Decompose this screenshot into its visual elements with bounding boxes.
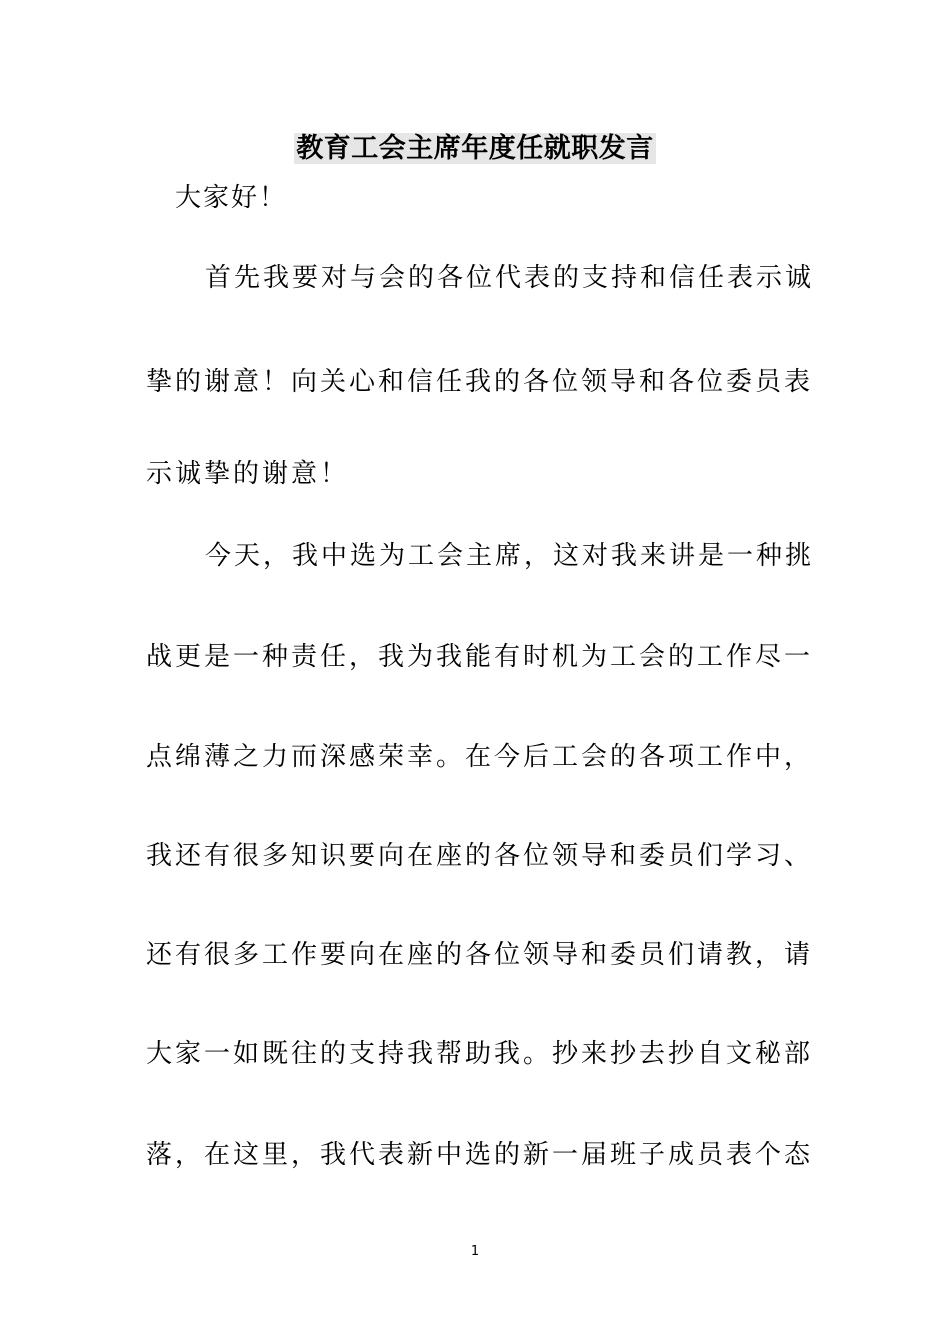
paragraph-line: 今天，我中选为工会主席，这对我来讲是一种挑 bbox=[205, 541, 815, 571]
paragraph-line: 战更是一种责任，我为我能有时机为工会的工作尽一 bbox=[146, 642, 814, 672]
document-title bbox=[0, 131, 950, 167]
greeting-line: 大家好！ bbox=[175, 183, 288, 213]
paragraph-line: 落，在这里，我代表新中选的新一届班子成员表个态 bbox=[146, 1140, 814, 1170]
paragraph-line: 挚的谢意！向关心和信任我的各位领导和各位委员表 bbox=[146, 367, 814, 397]
paragraph-line: 还有很多工作要向在座的各位领导和委员们请教，请 bbox=[146, 940, 814, 970]
document-title-text: 教育工会主席年度任就职发言 bbox=[296, 133, 654, 164]
paragraph-line: 首先我要对与会的各位代表的支持和信任表示诚 bbox=[205, 263, 815, 293]
paragraph-line: 示诚挚的谢意！ bbox=[146, 459, 350, 489]
paragraph-line: 点绵薄之力而深感荣幸。在今后工会的各项工作中， bbox=[146, 742, 814, 772]
paragraph-line: 大家一如既往的支持我帮助我。抄来抄去抄自文秘部 bbox=[146, 1039, 814, 1069]
page-number: 1 bbox=[470, 1244, 480, 1259]
paragraph-line: 我还有很多知识要向在座的各位领导和委员们学习、 bbox=[146, 841, 814, 871]
